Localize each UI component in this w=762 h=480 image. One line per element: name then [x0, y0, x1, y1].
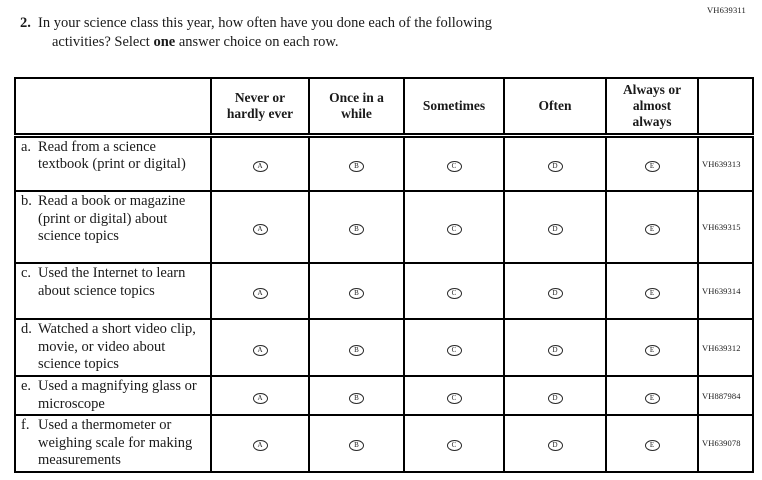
answer-bubble-b[interactable]: B [349, 393, 364, 404]
row-label-f [15, 415, 211, 472]
row-label-a [15, 135, 211, 191]
row-text: Used a magnifying glass or microscope [38, 378, 197, 412]
column-header-once-in-a-while: Once in a while [309, 78, 404, 135]
answer-cell-d-never [211, 319, 309, 376]
answer-cell-b-always [606, 191, 698, 263]
answer-cell-a-sometimes [404, 135, 504, 191]
answer-cell-f-often [504, 415, 606, 472]
answer-bubble-e[interactable]: E [645, 161, 660, 172]
answer-bubble-b[interactable]: B [349, 288, 364, 299]
answer-cell-e-once [309, 376, 404, 415]
answer-bubble-e[interactable]: E [645, 440, 660, 451]
answer-cell-c-never [211, 263, 309, 319]
row-code-d: VH639312 [698, 319, 753, 376]
answer-cell-e-often [504, 376, 606, 415]
answer-bubble-a[interactable]: A [253, 345, 268, 356]
answer-bubble-b[interactable]: B [349, 161, 364, 172]
header-empty-code [698, 78, 753, 135]
answer-cell-f-never [211, 415, 309, 472]
answer-cell-e-never [211, 376, 309, 415]
answer-cell-d-once [309, 319, 404, 376]
row-letter: c. [21, 265, 32, 281]
answer-cell-c-once [309, 263, 404, 319]
answer-bubble-a[interactable]: A [253, 393, 268, 404]
header-row [15, 78, 753, 135]
answer-bubble-d[interactable]: D [548, 288, 563, 299]
question-block [20, 14, 660, 52]
answer-bubble-d[interactable]: D [548, 345, 563, 356]
row-code-a: VH639313 [698, 135, 753, 191]
row-text: Used a thermometer or weighing scale for making measurements [38, 417, 193, 468]
answer-cell-c-sometimes [404, 263, 504, 319]
answer-cell-b-sometimes [404, 191, 504, 263]
question-bold-word: one [153, 34, 176, 50]
answer-cell-c-often [504, 263, 606, 319]
answer-bubble-e[interactable]: E [645, 288, 660, 299]
answer-cell-a-once [309, 135, 404, 191]
answer-cell-e-always [606, 376, 698, 415]
row-code-f: VH639078 [698, 415, 753, 472]
row-code-e: VH887984 [698, 376, 753, 415]
question-text [38, 14, 660, 52]
row-letter: d. [21, 321, 32, 337]
table-row-b [15, 191, 753, 263]
answer-cell-a-often [504, 135, 606, 191]
table-row-c [15, 263, 753, 319]
answer-bubble-a[interactable]: A [253, 288, 268, 299]
row-letter: e. [21, 378, 32, 394]
answer-cell-f-always [606, 415, 698, 472]
answer-bubble-c[interactable]: C [447, 393, 462, 404]
row-label-d [15, 319, 211, 376]
page-accession-code: VH639311 [706, 5, 746, 15]
answer-bubble-d[interactable]: D [548, 161, 563, 172]
answer-bubble-d[interactable]: D [548, 440, 563, 451]
answer-cell-b-never [211, 191, 309, 263]
answer-bubble-b[interactable]: B [349, 440, 364, 451]
answer-bubble-c[interactable]: C [447, 440, 462, 451]
answer-bubble-e[interactable]: E [645, 345, 660, 356]
column-header-sometimes: Sometimes [404, 78, 504, 135]
question-line2 [38, 33, 660, 52]
answer-bubble-c[interactable]: C [447, 345, 462, 356]
row-letter: b. [21, 193, 32, 209]
question-line2-suffix: answer choice on each row. [178, 34, 339, 50]
answer-bubble-a[interactable]: A [253, 161, 268, 172]
answer-bubble-b[interactable]: B [349, 345, 364, 356]
answer-cell-d-always [606, 319, 698, 376]
answer-bubble-e[interactable]: E [645, 224, 660, 235]
header-empty-activity [15, 78, 211, 135]
answer-bubble-a[interactable]: A [253, 224, 268, 235]
answer-cell-d-often [504, 319, 606, 376]
question-number: 2. [20, 15, 31, 31]
answer-bubble-d[interactable]: D [548, 393, 563, 404]
table-row-a [15, 135, 753, 191]
column-header-always-or-almost-always: Always or almost always [606, 78, 698, 135]
answer-bubble-c[interactable]: C [447, 224, 462, 235]
row-text: Read a book or magazine (print or digital) about science topics [38, 193, 186, 244]
answer-bubble-e[interactable]: E [645, 393, 660, 404]
row-letter: f. [21, 417, 30, 433]
table-row-d [15, 319, 753, 376]
answer-cell-a-never [211, 135, 309, 191]
answer-bubble-c[interactable]: C [447, 161, 462, 172]
row-letter: a. [21, 138, 32, 155]
answer-cell-f-once [309, 415, 404, 472]
answer-cell-f-sometimes [404, 415, 504, 472]
answer-cell-b-often [504, 191, 606, 263]
table-row-f [15, 415, 753, 472]
answer-cell-a-always [606, 135, 698, 191]
row-text: Used the Internet to learn about science topics [38, 265, 186, 299]
row-label-e [15, 376, 211, 415]
row-label-c [15, 263, 211, 319]
column-header-never-or-hardly-ever: Never or hardly ever [211, 78, 309, 135]
row-code-b: VH639315 [698, 191, 753, 263]
answer-bubble-b[interactable]: B [349, 224, 364, 235]
answer-bubble-d[interactable]: D [548, 224, 563, 235]
question-line2-prefix: activities? Select [52, 34, 150, 50]
answer-cell-c-always [606, 263, 698, 319]
answer-bubble-a[interactable]: A [253, 440, 268, 451]
column-header-often: Often [504, 78, 606, 135]
row-text: Watched a short video clip, movie, or video about science topics [38, 321, 196, 372]
frequency-matrix-table [14, 77, 754, 473]
row-text: Read from a science textbook (print or digital) [38, 138, 186, 172]
row-code-c: VH639314 [698, 263, 753, 319]
row-label-b [15, 191, 211, 263]
answer-cell-b-once [309, 191, 404, 263]
answer-bubble-c[interactable]: C [447, 288, 462, 299]
table-row-e [15, 376, 753, 415]
answer-cell-d-sometimes [404, 319, 504, 376]
question-line1: In your science class this year, how often have you done each of the following [38, 15, 493, 31]
answer-cell-e-sometimes [404, 376, 504, 415]
